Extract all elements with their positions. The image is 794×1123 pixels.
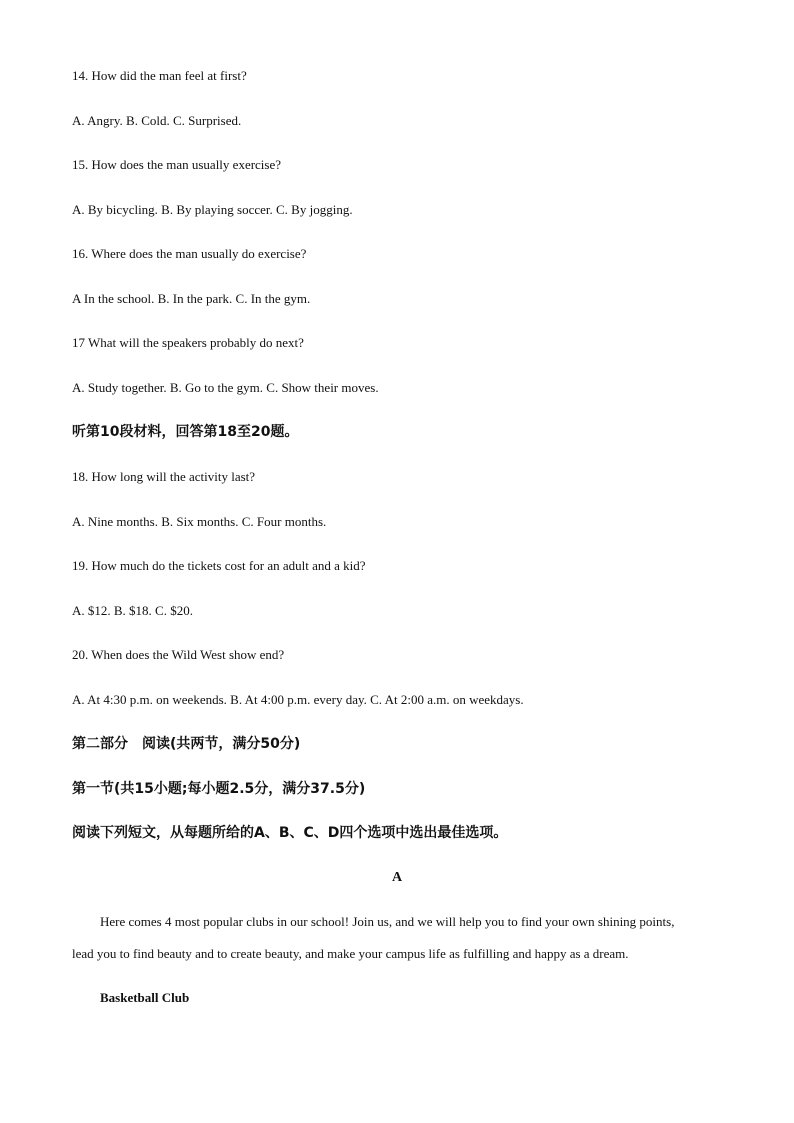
options-19: A. $12. B. $18. C. $20. <box>72 603 193 618</box>
options-15: A. By bicycling. B. By playing soccer. C. By jogging. <box>72 202 353 217</box>
section-one-heading: 第一节(共15小题;每小题2.5分，满分37.5分) <box>72 781 366 797</box>
part-two-heading: 第二部分 阅读(共两节，满分50分) <box>72 736 301 752</box>
question-18: 18. How long will the activity last? <box>72 469 256 484</box>
club-heading-basketball: Basketball Club <box>100 990 190 1005</box>
passage-line-1: Here comes 4 most popular clubs in our school! Join us, and we will help you to find your own shining points, <box>100 914 675 929</box>
question-16: 16. Where does the man usually do exercise? <box>72 246 307 261</box>
options-14: A. Angry. B. Cold. C. Surprised. <box>72 113 242 128</box>
options-16: A In the school. B. In the park. C. In the gym. <box>72 291 311 306</box>
question-15: 15. How does the man usually exercise? <box>72 157 282 172</box>
section-instruction-10: 听第10段材料，回答第18至20题。 <box>72 424 299 440</box>
question-14: 14. How did the man feel at first? <box>72 68 247 83</box>
question-19: 19. How much do the tickets cost for an adult and a kid? <box>72 558 366 573</box>
passage-title: A <box>391 870 403 885</box>
question-20: 20. When does the Wild West show end? <box>72 647 285 662</box>
question-17: 17 What will the speakers probably do next? <box>72 335 304 350</box>
options-20: A. At 4:30 p.m. on weekends. B. At 4:00 p.m. every day. C. At 2:00 a.m. on weekdays. <box>72 692 524 707</box>
passage-line-2: lead you to find beauty and to create beauty, and make your campus life as fulfilling and happy as a dream. <box>72 946 629 961</box>
reading-instruction: 阅读下列短文，从每题所给的A、B、C、D四个选项中选出最佳选项。 <box>72 825 508 841</box>
options-18: A. Nine months. B. Six months. C. Four months. <box>72 514 327 529</box>
options-17: A. Study together. B. Go to the gym. C. Show their moves. <box>72 380 379 395</box>
